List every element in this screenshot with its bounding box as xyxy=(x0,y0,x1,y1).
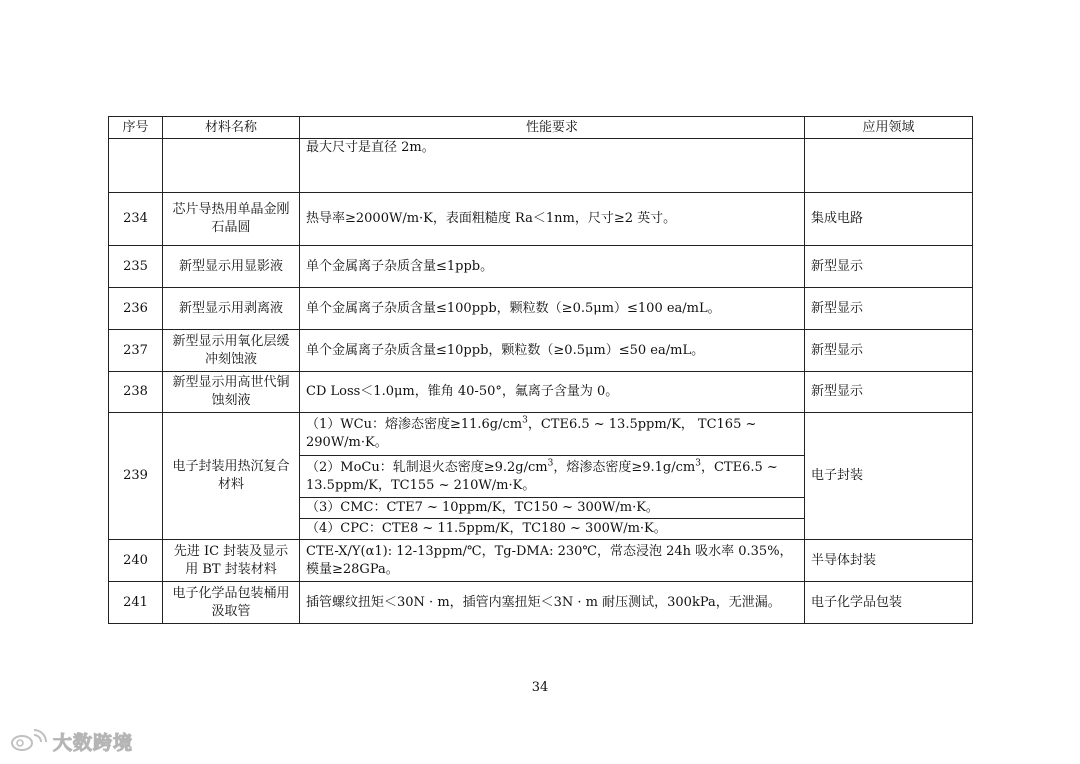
table-row xyxy=(109,193,973,246)
row-no: 235 xyxy=(109,246,163,288)
row-spec: CD Loss＜1.0μm，锥角 40-50°，氟离子含量为 0。 xyxy=(300,372,805,413)
watermark xyxy=(10,728,133,754)
row-spec: 热导率≥2000W/m·K，表面粗糙度 Ra＜1nm，尺寸≥2 英寸。 xyxy=(300,193,805,246)
row-spec-item-2: （2）MoCu：轧制退火态密度$\ge 9.2g/cm^3$，熔渗态密度$\ge 9.1g/cm^3$，CTE6.5 ~ 13.5ppm/K，TC155 ~ 210W/m·K。 xyxy=(300,456,805,498)
row-field: 电子化学品包装 xyxy=(805,582,973,624)
row-spec-item-4: （4）CPC：CTE8 ~ 11.5ppm/K，TC180 ~ 300W/m·K。 xyxy=(300,519,805,540)
table-header-row xyxy=(109,117,973,139)
row-field: 新型显示 xyxy=(805,246,973,288)
table-row xyxy=(109,413,973,456)
row-field: 电子封装 xyxy=(805,413,973,540)
row-field: 集成电路 xyxy=(805,193,973,246)
row-no: 237 xyxy=(109,330,163,372)
row-name: 新型显示用剥离液 xyxy=(163,288,300,330)
row-spec: 单个金属离子杂质含量≤10ppb，颗粒数（≥0.5μm）≤50 ea/mL。 xyxy=(300,330,805,372)
row-no: 234 xyxy=(109,193,163,246)
row-no: 238 xyxy=(109,372,163,413)
table-row xyxy=(109,582,973,624)
row-spec: 插管螺纹扭矩＜30N · m，插管内塞扭矩＜3N · m 耐压测试，300kPa，无泄漏。 xyxy=(300,582,805,624)
header-no: 序号 xyxy=(109,117,163,139)
row-name: 新型显示用显影液 xyxy=(163,246,300,288)
continued-spec: 最大尺寸是直径 2m。 xyxy=(300,139,805,193)
header-field: 应用领域 xyxy=(805,117,973,139)
table-row xyxy=(109,540,973,582)
row-spec-item-1: （1）WCu：熔渗态密度$\ge 11.6g/cm^3$，CTE6.5 ~ 13.5ppm/K， TC165 ~ 290W/m·K。 xyxy=(300,413,805,456)
row-field: 半导体封装 xyxy=(805,540,973,582)
row-spec: 单个金属离子杂质含量≤100ppb，颗粒数（≥0.5μm）≤100 ea/mL。 xyxy=(300,288,805,330)
row-name: 芯片导热用单晶金刚石晶圆 xyxy=(163,193,300,246)
row-field: 新型显示 xyxy=(805,288,973,330)
spec-table xyxy=(108,116,973,624)
page-number: 34 xyxy=(531,680,549,695)
row-no: 239 xyxy=(109,413,163,540)
row-spec: CTE-X/Y(α1): 12-13ppm/℃，Tg-DMA: 230℃，常态浸泡 24h 吸水率 0.35%，模量≥28GPa。 xyxy=(300,540,805,582)
row-no: 241 xyxy=(109,582,163,624)
row-spec-item-3: （3）CMC：CTE7 ~ 10ppm/K，TC150 ~ 300W/m·K。 xyxy=(300,498,805,519)
row-spec: 单个金属离子杂质含量≤1ppb。 xyxy=(300,246,805,288)
table-row xyxy=(109,288,973,330)
row-name: 新型显示用高世代铜蚀刻液 xyxy=(163,372,300,413)
row-name: 先进 IC 封装及显示用 BT 封装材料 xyxy=(163,540,300,582)
table-row xyxy=(109,372,973,413)
table-row xyxy=(109,330,973,372)
watermark-text: 大数跨境 xyxy=(53,731,134,754)
row-field: 新型显示 xyxy=(805,372,973,413)
row-field: 新型显示 xyxy=(805,330,973,372)
table-row-continued xyxy=(109,139,973,193)
row-no: 236 xyxy=(109,288,163,330)
weibo-logo-icon xyxy=(10,729,50,753)
header-spec: 性能要求 xyxy=(300,117,805,139)
header-name: 材料名称 xyxy=(163,117,300,139)
table-row xyxy=(109,246,973,288)
row-name: 新型显示用氧化层缓冲刻蚀液 xyxy=(163,330,300,372)
row-name: 电子化学品包装桶用汲取管 xyxy=(163,582,300,624)
row-name: 电子封装用热沉复合材料 xyxy=(163,413,300,540)
row-no: 240 xyxy=(109,540,163,582)
